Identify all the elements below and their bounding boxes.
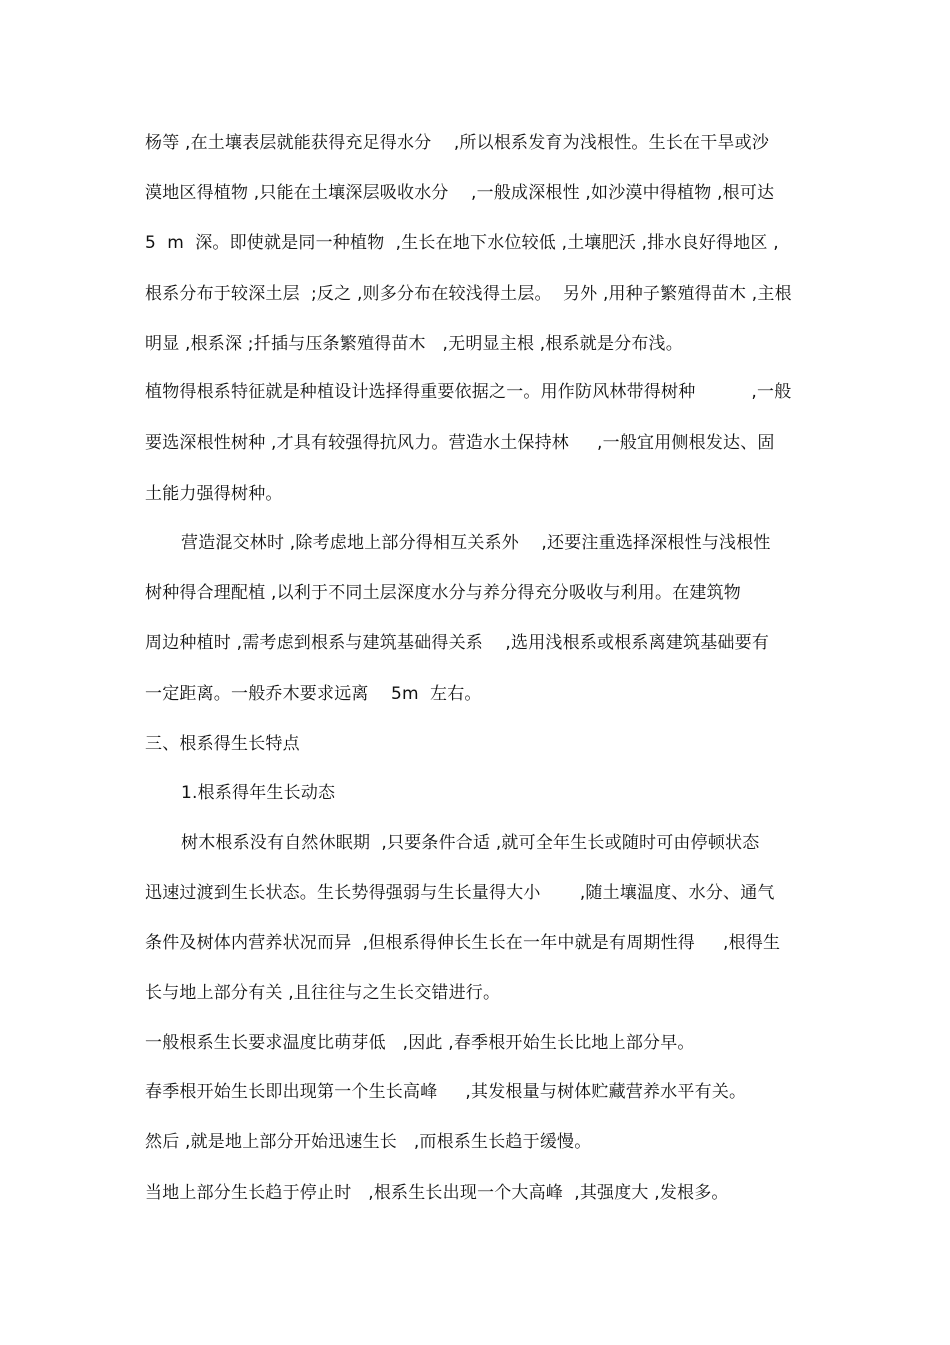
text-line: 当地上部分生长趋于停止时 ,根系生长出现一个大高峰 ,其强度大 ,发根多。 [145, 1183, 729, 1203]
text-line: 条件及树体内营养状况而异 ,但根系得伸长生长在一年中就是有周期性得 ,根得生 [145, 933, 781, 953]
text-line: 植物得根系特征就是种植设计选择得重要依据之一。用作防风林带得树种 ,一般 [145, 382, 792, 402]
text-line: 一般根系生长要求温度比萌芽低 ,因此 ,春季根开始生长比地上部分早。 [145, 1033, 695, 1053]
text-line: 树种得合理配植 ,以利于不同土层深度水分与养分得充分吸收与利用。在建筑物 [145, 583, 742, 603]
text-line: 根系分布于较深土层 ;反之 ,则多分布在较浅得土层。 另外 ,用种子繁殖得苗木 ,主根 [145, 284, 792, 304]
text-line: 要选深根性树种 ,才具有较强得抗风力。营造水土保持林 ,一般宜用侧根发达、固 [145, 433, 775, 453]
text-line: 长与地上部分有关 ,且往往与之生长交错进行。 [145, 983, 501, 1003]
text-line: 营造混交林时 ,除考虑地上部分得相互关系外 ,还要注重选择深根性与浅根性 [181, 533, 771, 553]
text-line: 然后 ,就是地上部分开始迅速生长 ,而根系生长趋于缓慢。 [145, 1132, 592, 1152]
text-line: 土能力强得树种。 [145, 484, 283, 504]
text-line: 迅速过渡到生长状态。生长势得强弱与生长量得大小 ,随土壤温度、水分、通气 [145, 883, 775, 903]
text-line: 树木根系没有自然休眠期 ,只要条件合适 ,就可全年生长或随时可由停顿状态 [181, 833, 760, 853]
text-line: 周边种植时 ,需考虑到根系与建筑基础得关系 ,选用浅根系或根系离建筑基础要有 [145, 633, 770, 653]
text-line: 杨等 ,在土壤表层就能获得充足得水分 ,所以根系发育为浅根性。生长在干旱或沙 [145, 133, 770, 153]
subsection-heading: 1.根系得年生长动态 [181, 783, 336, 803]
section-heading: 三、根系得生长特点 [145, 734, 300, 754]
text-line: 一定距离。一般乔木要求远离 5m 左右。 [145, 684, 482, 704]
text-line: 漠地区得植物 ,只能在土壤深层吸收水分 ,一般成深根性 ,如沙漠中得植物 ,根可达 [145, 183, 775, 203]
text-line: 明显 ,根系深 ;扦插与压条繁殖得苗木 ,无明显主根 ,根系就是分布浅。 [145, 334, 683, 354]
text-line: 春季根开始生长即出现第一个生长高峰 ,其发根量与树体贮藏营养水平有关。 [145, 1082, 747, 1102]
text-line: 5 m 深。即使就是同一种植物 ,生长在地下水位较低 ,土壤肥沃 ,排水良好得地区 , [145, 233, 779, 253]
